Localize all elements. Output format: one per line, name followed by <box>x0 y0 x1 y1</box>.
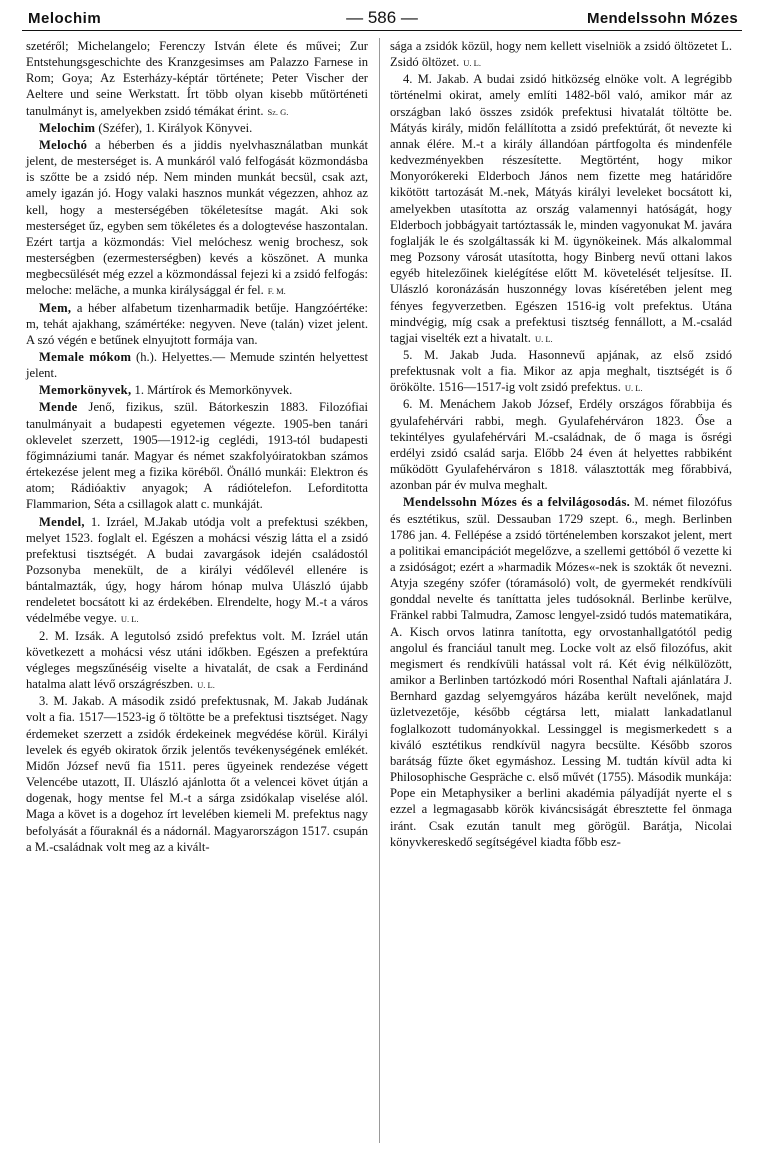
entry-text: szetéről; Michelangelo; Ferenczy István élete és művei; Zur Entstehungsgeschichte des Kranzgesimses am Palazzo Farnese in Rom; Goya; Az Esterházy-képtár története; Peter Vischer der Aeltere und seine Werkstatt. Írt több olyan kisebb műtörténeti tanulmányt is, amelyekben zsidó témákat érint. <box>26 39 368 118</box>
entry-text: (h.). Helyettes.— Memude szintén helyettest jelent. <box>26 349 368 381</box>
entry-signature: U. L. <box>120 614 139 625</box>
entry-headword: Memorkönyvek, <box>39 383 132 398</box>
left-column <box>26 38 368 856</box>
entry-text: 4. M. Jakab. A budai zsidó hitközség elnöke volt. A legrégibb történelmi okirat, amely említi 1482-ből való, amikor már az országban lakó összes zsidók prefektusi hivatalát töltötte be. Mátyás király, midőn felállította a zsidó prefektúrát, őt nevezte ki annak élére. M.-t a király állandóan pártfogolta és mindenféle kedvezményekben részesítette. Megtörtént, hogy mikor Monyorókereki Elderboch János nem fizette meg határidőre kikötött tartozását M.-nek, Mátyás királyi leveleket bocsátott ki, amelyekben utasította az ország valamennyi hatóságát, hogy Elderboch jobbágyait tartóztassák le, minden vagyonukat M. javára foglalják le és szolgáltassák ki M. ügynökeinek. Más alkalommal meg Pozsony városát utasította, hogy Binberg nevű ottani lakos egyéb hitelezőinek kielégítése előtt M. követelését teljesítse. II. Ulászló koronázásán huszonnégy lovas kíséretében jelent meg fényes fegyverzetben. Egészen 1516-ig volt prefektus. Utána mindvégig, míg csak a prefektusi tisztség fennállott, a M.-család tagjai viselték ezt a hivatalt. <box>390 72 732 345</box>
entry-text: a héber alfabetum tizenharmadik betűje. Hangzóértéke: m, tehát ajakhang, számértéke: negyven. Neve (talán) vizet jelent. A szó végén e betűnek elnyujtott formája van. <box>26 300 368 347</box>
entry-signature: U. L. <box>463 58 481 69</box>
entry <box>26 399 368 513</box>
page-header <box>22 8 742 31</box>
entry-text: a héberben és a jiddis nyelvhasználatban munkát jelent, de mesterséget is. A munkáról való felfogását közmondásba is szőtte be a zsidó nép. Nem minden munkát becsül, csak azt, amely igazán jó. Hogy valaki hasznos munkát végezzen, ahhoz az kell, hogy a mesterségében tökéletesítse magát. Aki sok mesterséget űz, egyben sem tökéletes és a dologtevése haszontalan. Ezért tartja a közmondás: Viel melóchesz wenig brochesz, sok mesterségben (ezermesterségben) kevés a köszönet. A munka megbecsülését még ezzel a közmondással fejezi ki a zsidó felfogás: meloche: meläche, a munka királysággal ér fel. <box>26 137 368 298</box>
entry-headword: Mem, <box>39 300 72 315</box>
right-column <box>390 38 732 851</box>
entry <box>26 300 368 349</box>
entry <box>26 38 368 120</box>
entry-headword: Melochim <box>39 120 96 135</box>
entry <box>26 693 368 856</box>
entry <box>390 396 732 494</box>
entry-text: 1. Izráel, M.Jakab utódja volt a prefektusi székben, melyet 1523. foglalt el. Egészen a mohácsi vészig látta el a zsidó prefektusi tisztségét. A budai zavargások idején családostól Pozsonyba menekült, de a királyi védőlevél ellenére is bántalmazták, úgy, hogy három hónap mulva Ulászló újabb rendeletet bocsátott ki az érdekében. Elrendelte, hogy M.-t a város védelmébe vegye. <box>26 514 368 626</box>
entry-headword: Mendel, <box>39 514 85 529</box>
entry <box>26 349 368 382</box>
entry-headword: Melochó <box>39 137 88 152</box>
entry <box>26 628 368 694</box>
entry-signature: U. L. <box>534 333 553 344</box>
entry <box>390 494 732 850</box>
entry-text: 2. M. Izsák. A legutolsó zsidó prefektus volt. M. Izráel után következett a mohácsi vész utáni időkben. Egészen a prefektúra végleges megszűnéséig viselte a hivatalát, de csak a Ferdinánd hatalma alatt lévő országrészben. <box>26 628 368 692</box>
entry-text: Jenő, fizikus, szül. Bátorkeszin 1883. Filozófiai tanulmányait a budapesti egyetemen végezte. 1905-ben tanári oklevelet szerzett, 1905—1912-ig ceglédi, 1913-tól budapesti főgimnáziumi tanár. Magyar és német szakfolyóiratokban számos értekezése jelent meg a fizika köréből. Önálló munkái: Elektron és atom; Rádióaktiv anyagok; A rádiótelefon. Leforditotta Flammarion, Séta a csillagok alatt c. munkáját. <box>26 400 368 512</box>
entry <box>26 382 368 399</box>
entry <box>390 71 732 347</box>
entry-headword: Mende <box>39 400 78 415</box>
entry <box>26 137 368 300</box>
entry-signature: U. L. <box>197 680 215 691</box>
entry-text: 3. M. Jakab. A második zsidó prefektusnak, M. Jakab Judának volt a fia. 1517—1523-ig ő töltötte be a prefektusi tisztséget. Nagy érdemeket szerzett a zsidók érdekeinek megvédése körül. Királyi levelek és egyéb okiratok őrzik jelentős tevékenységének emlékét. Midőn József nevű fia 1511. peres ügyeinek rendezése végett Velencébe utazott, II. Ulászló ajánlotta őt a velencei követ útján a dogenak, hogy mentse fel M.-t a sárga zsidókalap viselése alól. Maga a követ is a dogehoz írt levelében kiemeli M. prefektus nagy befolyását a főuraknál és a nádornál. Magyarországon 1517. csupán a M.-családnak volt meg az a kivált- <box>26 694 369 854</box>
entry-text: M. német filozófus és esztétikus, szül. Dessauban 1729 szept. 6., megh. Berlinben 1786 jan. 4. Fellépése a zsidó történelemben korszakot jelent, mert a politikai emancipációt megelőzve, a szellemi gettóból ő vezette ki a zsidóságot; ezért a »harmadik Mózes«-nek is szokták őt nevezni. Atyja szegény szófer (tóramásoló) volt, de gyermekét rendkívüli gonddal nevelte és taníttatta jeles tudósoknál. Berlinbe kerülve, Fränkel rabbi Talmudra, Zamosc lengyel-zsidó tudós matematikára, A. Kisch orvos latinra tanította, egy orvostanhallgatótól pedig angolul és franciául tanult meg. Locke volt az első filozófus, akit megismert és rendkívüli hatással volt rá. Két évig nélkülözött, amikor a Berlinben tartózkodó móri Rosenthal Naftali ajánlatára J. Bernhard gazdag selyemgyáros házába került nevelőnek, majd üzletvezetője, később cégtársa lett, mialatt lankadatlanul foglalkozott tudományokkal. Lessinggel is megismerkedett s a kiváló esztétikus rendkívül nagyra becsülte. Később szoros barátság fűzte őket egymáshoz. Lessing M. tudtán kívül adta ki Philosophische Gespräche c. első művét (1755). Második munkája: Pope ein Metaphysiker a berlini akadémia pályadíját nyerte el s ezzel a legmagasabb körök kiváncsiságát ébresztette fel önmaga iránt. Csak ezután tanult meg görögül. Barátja, Nicolai könyvkereskedő segítségével kiadta főbb esz- <box>390 495 732 849</box>
entry <box>390 38 732 71</box>
entry-headword: Memale mókom <box>39 349 132 364</box>
column-divider <box>379 38 380 1143</box>
entry-signature: F. M. <box>267 286 286 297</box>
entry-text: sága a zsidók közül, hogy nem kellett viselniök a zsidó öltözetet L. Zsidó öltözet. <box>390 39 732 70</box>
entry-signature: Sz. G. <box>267 106 289 117</box>
entry-signature: U. L. <box>624 383 643 394</box>
header-right-keyword: Mendelssohn Mózes <box>587 10 738 27</box>
entry-headword: Mendelssohn Mózes és a felvilágosodás. <box>403 495 631 510</box>
header-left-keyword: Melochim <box>28 10 102 27</box>
entry-text: 5. M. Jakab Juda. Hasonnevű apjának, az első zsidó prefektusnak volt a fia. Mikor az apja meghalt, tisztségét is ő örökölte. 1516—1517-ig volt zsidó prefektus. <box>390 347 732 395</box>
entry <box>390 347 732 396</box>
entry <box>26 120 368 137</box>
entry-text: (Széfer), 1. Királyok Könyvei. <box>95 120 253 135</box>
entry <box>26 514 368 628</box>
entry-text: 1. Mártírok és Memorkönyvek. <box>131 383 293 398</box>
entry-text: 6. M. Menáchem Jakob József, Erdély országos főrabbija és gyulafehérvári rabbi, megh. Gyulafehérváron 1823. Őse a tekintélyes gyulafehérvári M.-családnak, de ő maga is ősrégi erdélyi zsidó család sarja. Előbb 24 éven át helyettes rabbiként működött Gyulafehérváron s 1818. választották meg főrabbivá, azonban pár év mulva meghalt. <box>390 397 732 493</box>
page-number: — 586 — <box>346 8 418 27</box>
